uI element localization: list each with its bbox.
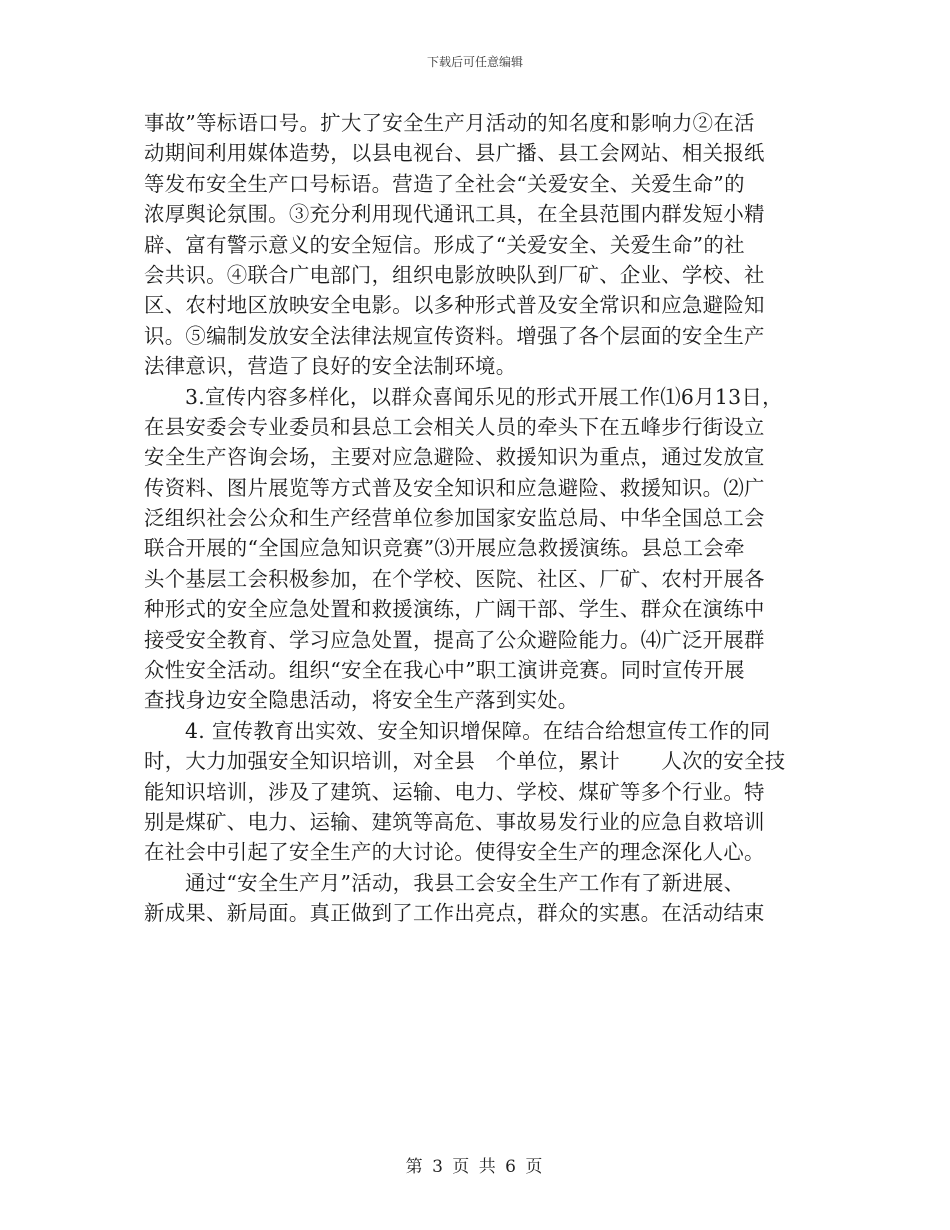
body-line: 等发布安全生产口号标语。营造了全社会“关爱安全、关爱生命”的 xyxy=(144,171,745,196)
body-line: 别是煤矿、电力、运输、建筑等高危、事故易发行业的应急自救培训 xyxy=(144,809,765,834)
body-line: 查找身边安全隐患活动，将安全生产落到实处。 xyxy=(144,688,579,713)
body-line: 联合开展的“全国应急知识竞赛”⑶开展应急救援演练。县总工会牵 xyxy=(144,536,745,561)
body-line: 泛组织社会公众和生产经营单位参加国家安监总局、中华全国总工会 xyxy=(144,506,765,531)
body-line: 种形式的安全应急处置和救援演练，广阔干部、学生、群众在演练中 xyxy=(144,597,765,622)
paragraph-start-line: 通过“安全生产月”活动，我县工会安全生产工作有了新进展、 xyxy=(185,870,745,895)
body-line: 事故”等标语口号。扩大了安全生产月活动的知名度和影响力②在活 xyxy=(144,111,755,135)
page-header-note: 下载后可任意编辑 xyxy=(426,55,523,69)
body-line: 动期间利用媒体造势，以县电视台、县广播、县工会网站、相关报纸 xyxy=(144,141,765,166)
body-line: 在县安委会专业委员和县总工会相关人员的牵头下在五峰步行街设立 xyxy=(144,414,765,439)
body-line: 头个基层工会积极参加，在个学校、医院、社区、厂矿、农村开展各 xyxy=(144,566,765,591)
paragraph-start-line: 3.宣传内容多样化，以群众喜闻乐见的形式开展工作⑴6月13日， xyxy=(185,384,783,409)
body-line: 众性安全活动。组织“安全在我心中”职工演讲竞赛。同时宣传开展 xyxy=(144,658,745,683)
body-line: 法律意识，营造了良好的安全法制环境。 xyxy=(144,354,517,379)
body-line: 区、农村地区放映安全电影。以多种形式普及安全常识和应急避险知 xyxy=(144,293,765,318)
body-line: 时，大力加强安全知识培训，对全县 个单位，累计 人次的安全技 xyxy=(144,749,786,774)
document-body xyxy=(144,108,812,929)
body-line: 会共识。④联合广电部门，组织电影放映队到厂矿、企业、学校、社 xyxy=(144,262,765,287)
body-line: 辟、富有警示意义的安全短信。形成了“关爱安全、关爱生命”的社 xyxy=(144,232,745,257)
page-number-footer: 第 3 页 共 6 页 xyxy=(405,1157,545,1177)
body-line: 能知识培训，涉及了建筑、运输、电力、学校、煤矿等多个行业。特 xyxy=(144,779,765,804)
paragraph-start-line: 4. 宣传教育出实效、安全知识增保障。在结合给想宣传工作的同 xyxy=(185,718,771,743)
body-line: 安全生产咨询会场，主要对应急避险、救援知识为重点，通过发放宣 xyxy=(144,445,765,470)
body-line: 传资料、图片展览等方式普及安全知识和应急避险、救援知识。⑵广 xyxy=(144,475,765,500)
body-line: 浓厚舆论氛围。③充分利用现代通讯工具，在全县范围内群发短小精 xyxy=(144,202,765,227)
body-line: 识。⑤编制发放安全法律法规宣传资料。增强了各个层面的安全生产 xyxy=(144,323,765,348)
body-line: 新成果、新局面。真正做到了工作出亮点，群众的实惠。在活动结束 xyxy=(144,901,765,926)
body-line: 接受安全教育、学习应急处置，提高了公众避险能力。⑷广泛开展群 xyxy=(144,627,765,652)
body-line: 在社会中引起了安全生产的大讨论。使得安全生产的理念深化人心。 xyxy=(144,840,765,865)
